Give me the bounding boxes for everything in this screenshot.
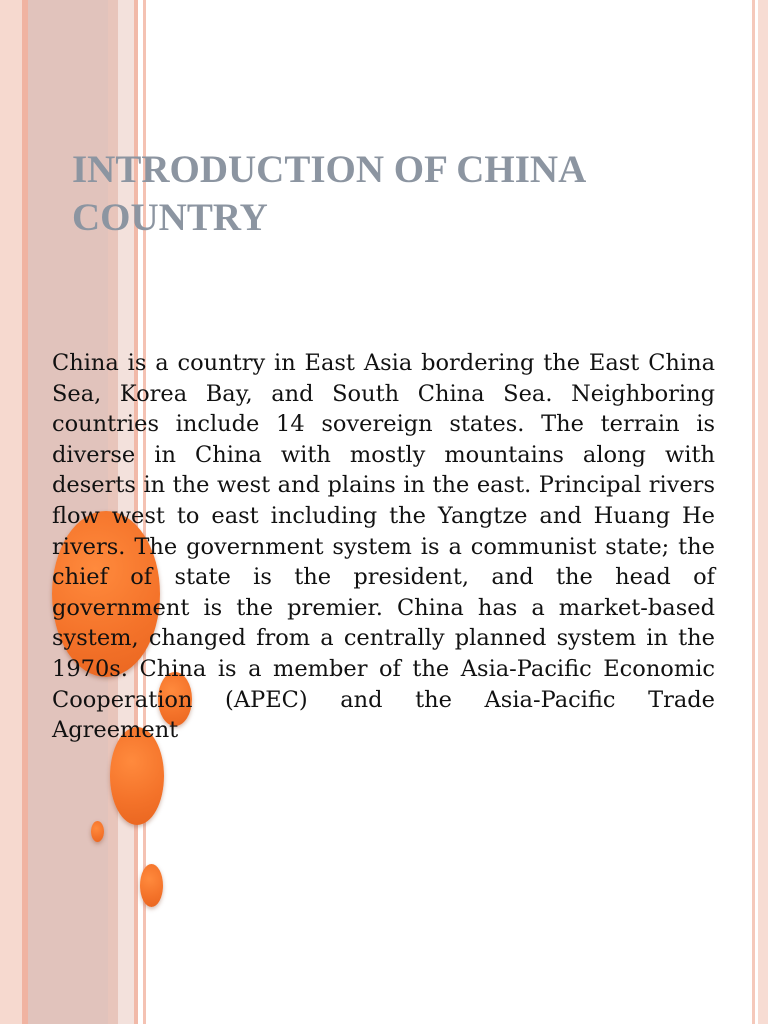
slide-body-text: China is a country in East Asia bordering the East China Sea, Korea Bay, and South China Sea. Neighboring countries include 14 sovereign states. The terrain is diverse in China with mostly mountains along with deserts in the west and plains in the east. Principal rivers flow west to east including the Yangtze and Huang He rivers. The government system is a communist state; the chief of state is the president, and the head of government is the premier. China has a market-based system, changed from a centrally planned system in the 1970s. China is a member of the Asia-Pacific Economic Cooperation (APEC) and the Asia-Pacific Trade Agreement [52, 350, 715, 744]
decorative-circle [140, 864, 163, 907]
slide-title: INTRODUCTION OF CHINA COUNTRY [72, 148, 585, 239]
decorative-circle [91, 821, 104, 842]
decorative-band [0, 0, 22, 1024]
decorative-line [752, 0, 755, 1024]
decorative-line [758, 0, 768, 1024]
